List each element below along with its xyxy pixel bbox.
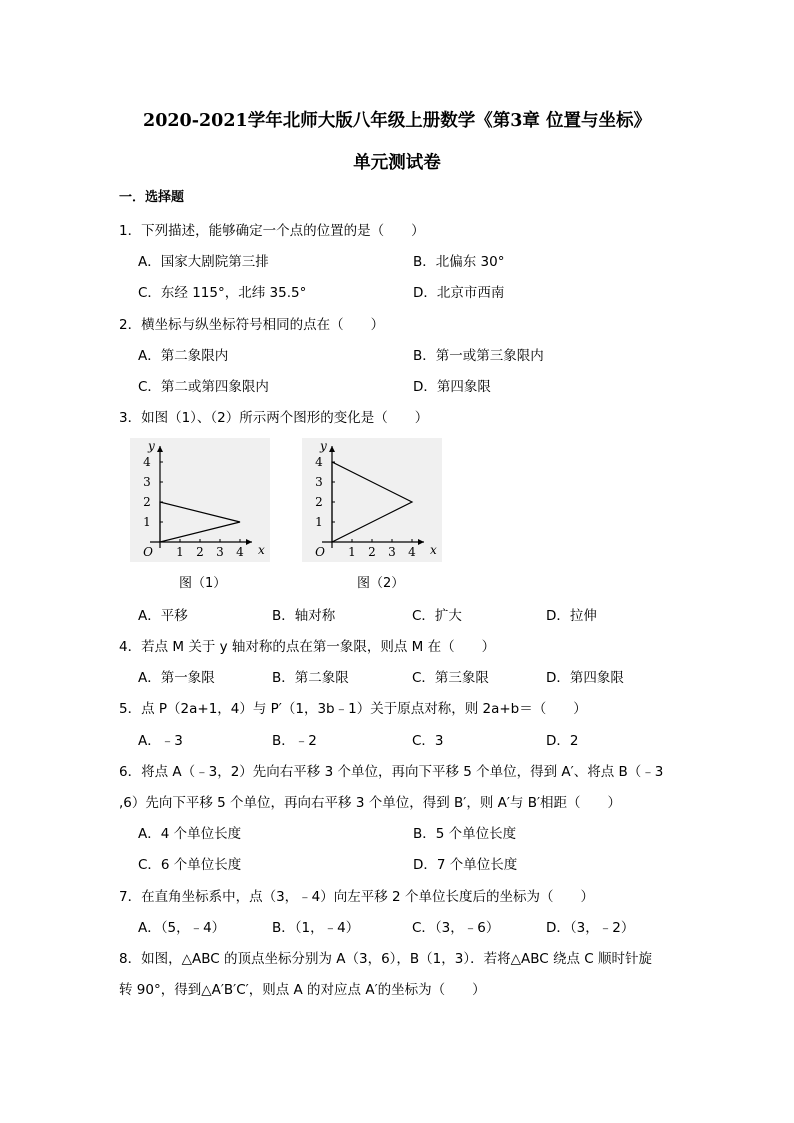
figure-1-x-axis-label: x xyxy=(258,543,265,557)
figure-1-x-tick-label: 1 xyxy=(176,545,184,559)
page-title: 2020-2021学年北师大版八年级上册数学《第3章 位置与坐标》 xyxy=(143,111,651,131)
question-7-option-a: A．（5，﹣4） xyxy=(138,920,226,936)
question-2-option-c: C．第二或第四象限内 xyxy=(138,379,269,395)
figure-1-x-tick-label: 4 xyxy=(236,545,244,559)
question-1-option-d: D．北京市西南 xyxy=(413,285,505,301)
question-4-option-b: B．第二象限 xyxy=(272,670,349,686)
figure-2-y-tick-label: 4 xyxy=(315,455,323,469)
question-5-option-b: B．﹣2 xyxy=(272,733,317,749)
figure-1-origin-label: O xyxy=(143,545,153,559)
question-6-option-a: A．4 个单位长度 xyxy=(138,826,242,842)
figure-2-caption: 图（2） xyxy=(357,576,405,591)
question-5-option-d: D．2 xyxy=(546,733,579,749)
question-3-option-a: A．平移 xyxy=(138,608,188,624)
figure-2-y-tick-label: 3 xyxy=(315,475,323,489)
figure-2-x-axis-label: x xyxy=(430,543,437,557)
question-6-option-d: D．7 个单位长度 xyxy=(413,857,518,873)
question-2-option-a: A．第二象限内 xyxy=(138,348,229,364)
question-1-stem: 1．下列描述，能够确定一个点的位置的是（ ） xyxy=(119,223,425,239)
question-8-stem-line-1: 8．如图，△ABC 的顶点坐标分别为 A（3，6），B（1，3）．若将△ABC 绕点 C 顺时针旋 xyxy=(119,951,652,967)
figure-1-y-axis-label: y xyxy=(148,439,155,453)
question-2-option-d: D．第四象限 xyxy=(413,379,491,395)
figure-2-y-tick-label: 2 xyxy=(315,495,323,509)
figure-2-x-tick-label: 2 xyxy=(368,545,376,559)
figure-1-y-tick-label: 4 xyxy=(143,455,151,469)
figure-2-y-tick-label: 1 xyxy=(315,515,323,529)
section-heading: 一．选择题 xyxy=(119,190,185,205)
question-2-option-b: B．第一或第三象限内 xyxy=(413,348,544,364)
figure-1-x-tick-label: 2 xyxy=(196,545,204,559)
question-6-option-c: C．6 个单位长度 xyxy=(138,857,242,873)
figure-1-y-tick-label: 2 xyxy=(143,495,151,509)
figure-2-x-tick-label: 1 xyxy=(348,545,356,559)
question-6-stem-line-2: ,6）先向下平移 5 个单位，再向右平移 3 个单位，得到 B′，则 A′与 B′相距（ ） xyxy=(119,795,622,811)
question-8-stem-line-2: 转 90°，得到△A′B′C′，则点 A 的对应点 A′的坐标为（ ） xyxy=(119,982,486,998)
figure-2-graph xyxy=(302,438,442,562)
question-6-option-b: B．5 个单位长度 xyxy=(413,826,517,842)
figure-1-caption: 图（1） xyxy=(179,576,227,591)
question-1-option-a: A．国家大剧院第三排 xyxy=(138,254,269,270)
question-7-option-d: D．（3，﹣2） xyxy=(546,920,635,936)
question-7-stem: 7．在直角坐标系中，点（3，﹣4）向左平移 2 个单位长度后的坐标为（ ） xyxy=(119,889,594,905)
question-5-option-a: A．﹣3 xyxy=(138,733,183,749)
question-3-figure xyxy=(134,432,437,592)
figure-2-origin-label: O xyxy=(315,545,325,559)
figure-2-y-axis-label: y xyxy=(320,439,327,453)
question-5-option-c: C．3 xyxy=(412,733,444,749)
figure-1-graph xyxy=(130,438,270,562)
question-7-option-b: B．（1，﹣4） xyxy=(272,920,360,936)
question-4-stem: 4．若点 M 关于 y 轴对称的点在第一象限，则点 M 在（ ） xyxy=(119,639,496,655)
question-3-stem: 3．如图（1）、（2）所示两个图形的变化是（ ） xyxy=(119,410,429,426)
question-1-option-c: C．东经 115°，北纬 35.5° xyxy=(138,285,307,301)
question-1-option-b: B．北偏东 30° xyxy=(413,254,505,270)
figure-2-x-tick-label: 3 xyxy=(388,545,396,559)
question-4-option-a: A．第一象限 xyxy=(138,670,215,686)
question-6-stem-line-1: 6．将点 A（﹣3，2）先向右平移 3 个单位，再向下平移 5 个单位，得到 A′、将点 B（﹣3 xyxy=(119,764,664,780)
figure-1-y-tick-label: 1 xyxy=(143,515,151,529)
question-4-option-d: D．第四象限 xyxy=(546,670,624,686)
question-7-option-c: C．（3，﹣6） xyxy=(412,920,500,936)
question-3-option-c: C．扩大 xyxy=(412,608,462,624)
question-2-stem: 2．横坐标与纵坐标符号相同的点在（ ） xyxy=(119,317,385,333)
figure-2-x-tick-label: 4 xyxy=(408,545,416,559)
question-3-option-d: D．拉伸 xyxy=(546,608,597,624)
page-subtitle: 单元测试卷 xyxy=(353,153,441,173)
figure-1-x-tick-label: 3 xyxy=(216,545,224,559)
question-3-option-b: B．轴对称 xyxy=(272,608,336,624)
question-4-option-c: C．第三象限 xyxy=(412,670,489,686)
question-5-stem: 5．点 P（2a+1，4）与 P′（1，3b﹣1）关于原点对称，则 2a+b＝（ ） xyxy=(119,701,587,717)
figure-1-y-tick-label: 3 xyxy=(143,475,151,489)
